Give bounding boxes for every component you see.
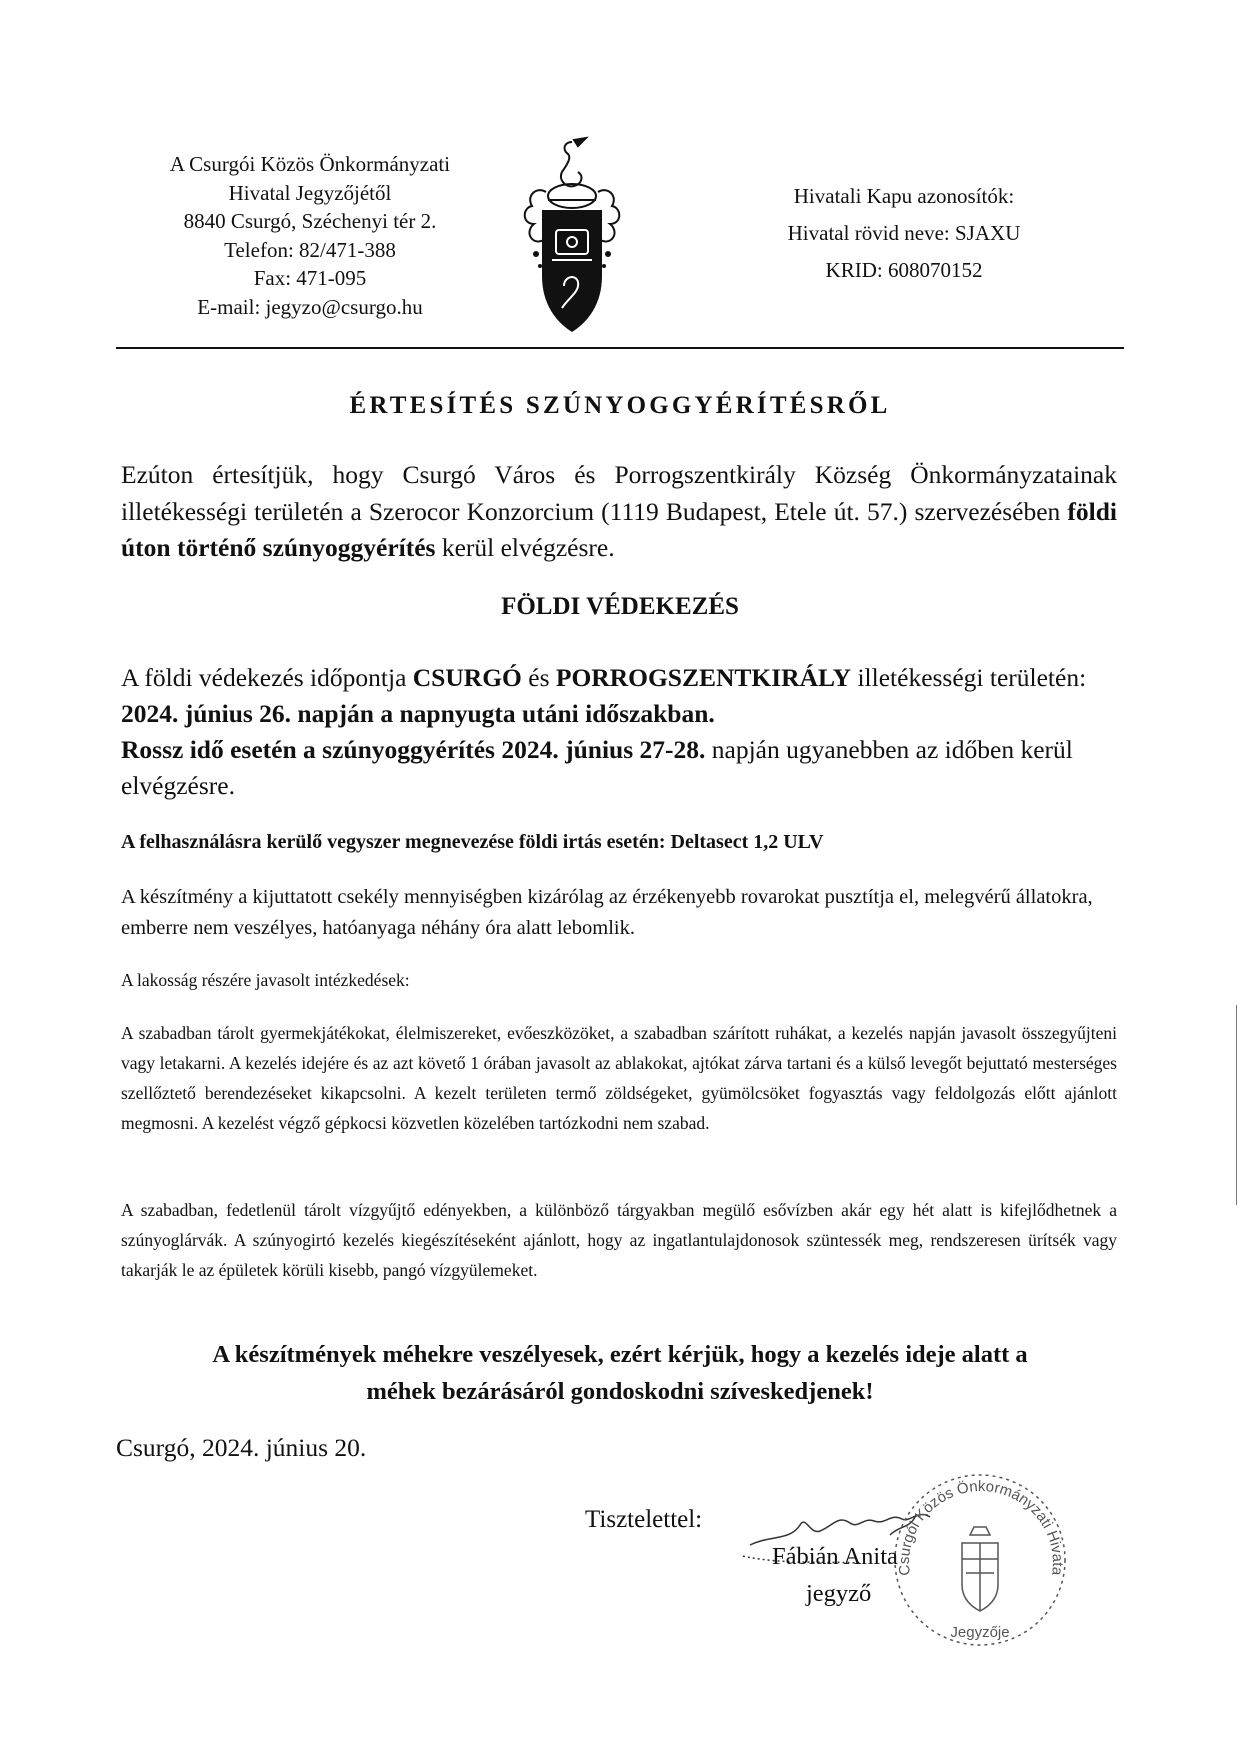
kapu-short-name: Hivatal rövid neve: SJAXU <box>787 221 1021 245</box>
kapu-title: Hivatali Kapu azonosítók: <box>793 184 1015 208</box>
signer-role: jegyző <box>806 1580 872 1607</box>
bee-warning <box>116 1336 1124 1410</box>
defense-text: napján ugyanebben az időben kerül elvégzésre. <box>121 735 1073 800</box>
measures-heading: A lakosság részére javasolt intézkedések: <box>121 970 410 990</box>
defense-text: illetékességi területén: <box>851 663 1087 692</box>
defense-text: és <box>521 663 556 692</box>
defense-town-2: PORROGSZENTKIRÁLY <box>555 663 852 692</box>
intro-bold: földi úton történő szúnyoggyérítés <box>121 496 1117 562</box>
stamp-text-path: Csurgói Közös Önkormányzati Hivata <box>895 1478 1067 1577</box>
product-description: A készítmény a kijuttatott csekély mennyiségben kizárólag az érzékenyebb rovarokat pusztítja el, melegvérű állatokra, emberre nem veszélyes, hatóanyaga néhány óra alatt lebomlik. <box>121 886 1093 939</box>
product-title: A felhasználásra kerülő vegyszer megnevezése földi irtás esetén: Deltasect 1,2 ULV <box>121 831 824 853</box>
defense-text: A földi védekezés időpontja <box>121 663 413 692</box>
sender-address: 8840 Csurgó, Széchenyi tér 2. <box>183 209 437 233</box>
sender-line: Hivatal Jegyzőjétől <box>228 180 392 205</box>
measures-paragraph: A szabadban tárolt gyermekjátékokat, élelmiszereket, evőeszközöket, a szabadban szárított ruhákat, a kezelés napján javasolt összegyűjteni vagy letakarni. A kezelés idejére és az azt követő 1 órában javasolt az ablakokat, ajtókat zárva tartani és a külső levegőt bejuttató mesterséges szellőztető berendezéseket kikapcsolni. A kezelt területen termő zöldségeket, gyümölcsöket fogyasztás vagy feldolgozás előtt ajánlott megmosni. A kezelést végző gépkocsi közvetlen közelében tartózkodni nem szabad. <box>121 1023 1117 1133</box>
defense-town-1: CSURGÓ <box>412 663 522 692</box>
section-title: FÖLDI VÉDEKEZÉS <box>501 593 739 620</box>
intro-text-end: kerül elvégzésre. <box>435 533 615 562</box>
bee-warning-line: A készítmények méhekre veszélyesek, ezért kérjük, hogy a kezelés ideje alatt a <box>212 1341 1028 1368</box>
bee-warning-line: méhek bezárásáról gondoskodni szíveskedjenek! <box>366 1378 874 1405</box>
closing-greeting: Tisztelettel: <box>585 1506 703 1533</box>
hivatali-kapu-block <box>754 178 1054 289</box>
kapu-krid: KRID: 608070152 <box>825 258 983 282</box>
coat-of-arms-icon <box>516 136 628 336</box>
official-stamp-icon <box>880 1455 1080 1655</box>
signer-name: Fábián Anita <box>772 1543 898 1570</box>
sender-line: A Csurgói Közös Önkormányzati <box>169 152 451 176</box>
document-title: ÉRTESÍTÉS SZÚNYOGGYÉRÍTÉSRŐL <box>349 392 891 419</box>
scan-edge-line <box>1236 1005 1237 1205</box>
sender-email: E-mail: jegyzo@csurgo.hu <box>197 294 423 319</box>
sender-fax: Fax: 471-095 <box>253 266 367 290</box>
defense-paragraph <box>121 660 1117 804</box>
defense-rain-date: Rossz idő esetén a szúnyoggyérítés 2024. június 27-28. <box>121 735 706 764</box>
defense-date: 2024. június 26. napján a napnyugta utáni időszakban. <box>121 699 715 728</box>
header-divider <box>116 347 1124 349</box>
sender-phone: Telefon: 82/471-388 <box>224 237 396 262</box>
stamp-bottom-text: Jegyzője <box>950 1624 1010 1641</box>
sender-block <box>95 150 525 321</box>
document-date: Csurgó, 2024. június 20. <box>116 1433 367 1462</box>
intro-paragraph <box>121 457 1117 567</box>
larvae-paragraph: A szabadban, fedetlenül tárolt vízgyűjtő edényekben, a különböző tárgyakban megülő esővízben akár egy hét alatt is kifejlődhetnek a szúnyoglárvák. A szúnyogirtó kezelés kiegészítéseként ajánlott, hogy az ingatlantulajdonosok szüntessék meg, rendszeresen ürítsék vagy takarják le az épületek körüli kisebb, pangó vízgyülemeket. <box>121 1200 1117 1280</box>
intro-text: Ezúton értesítjük, hogy Csurgó Város és Porrogszentkirály Község Önkormányzatainak illetékességi területén a Szerocor Konzorcium (1119 Budapest, Etele út. 57.) szervezésében <box>121 460 1117 526</box>
